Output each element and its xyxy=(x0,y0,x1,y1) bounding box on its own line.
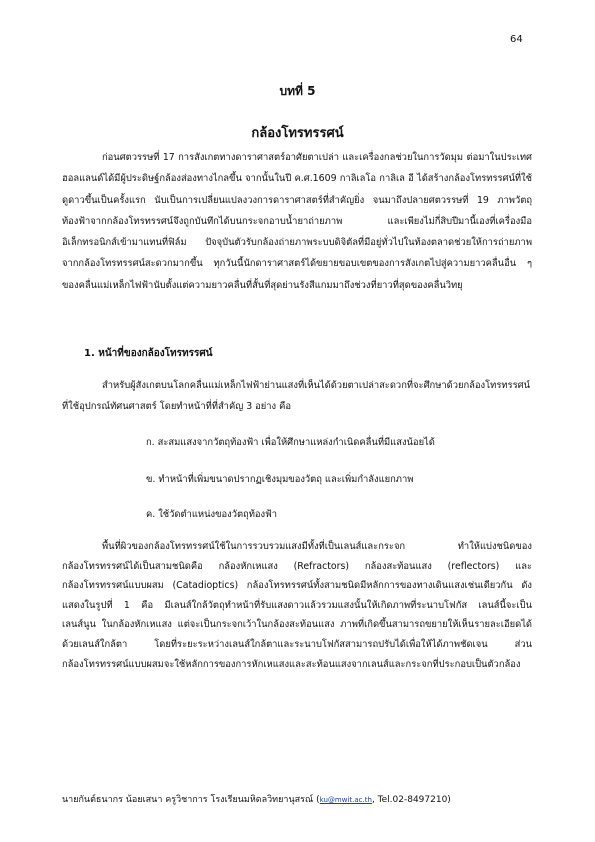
footer-email-link[interactable]: ku@mwit.ac.th xyxy=(319,796,372,804)
function-item-3: ค. ใช้วัดตำแหน่งของวัตถุท้องฟ้า xyxy=(146,509,278,520)
page-footer xyxy=(62,792,451,806)
page-number: 64 xyxy=(510,34,523,45)
telescope-types-paragraph: พื้นที่ผิวของกล้องโทรทรรศน์ใช้ในการรวบรวมแสงมีทั้งที่เป็นเลนส์และกระจก ทำให้แบ่งชนิดของกล้องโทรทรรศน์ได้เป็นสามชนิดคือ กล้องหักเหแสง (Refractors) กล้องสะท้อนแสง (reflectors) และกล้องโทรทรรศน์แบบผสม (Catadioptics) กล้องโทรทรรศน์ทั้งสามชนิดมีหลักการของทางเดินแสงเช่นเดียวกัน ดังแสดงในรูปที่ 1 คือ มีเลนส์ใกล้วัตถุทำหน้าที่รับแสงดาวแล้วรวมแสงนั้นให้เกิดภาพที่ระนาบโฟกัส เลนส์นี้จะเป็นเลนส์นูน ในกล้องหักเหแสง แต่จะเป็นกระจกเว้าในกล้องสะท้อนแสง ภาพที่เกิดขึ้นสามารถขยายให้เห็นรายละเอียดได้ด้วยเลนส์ใกล้ตา โดยที่ระยะระหว่างเลนส์ใกล้ตาและระนาบโฟกัสสามารถปรับได้เพื่อให้ได้ภาพชัดเจน ส่วนกล้องโทรทรรศน์แบบผสมจะใช้หลักการของการหักเหแสงและสะท้อนแสงจากเลนส์และกระจกที่ประกอบเป็นตัวกล้อง xyxy=(62,541,532,670)
function-item-1: ก. สะสมแสงจากวัตถุท้องฟ้า เพื่อให้ศึกษาแหล่งกำเนิดคลื่นที่มีแสงน้อยได้ xyxy=(146,437,435,448)
page-title: กล้องโทรทรรศน์ xyxy=(251,126,344,141)
intro-paragraph: ก่อนศตวรรษที่ 17 การสังเกตทางดาราศาสตร์อาศัยตาเปล่า และเครื่องกลช่วยในการวัดมุม ต่อมาในประเทศฮอลแลนด์ได้มีผู้ประดิษฐ์กล้องส่องทางไกลขึ้น จากนั้นในปี ค.ศ.1609 กาลิเลโอ กาลิเล อี ได้สร้างกล้องโทรทรรศน์ที่ใช้ดูดาวขึ้นเป็นครั้งแรก นับเป็นการเปลี่ยนแปลงวงการดาราศาสตร์ที่สำคัญยิ่ง จนมาถึงปลายศตวรรษที่ 19 ภาพวัตถุท้องฟ้าจากกล้องโทรทรรศน์จึงถูกบันทึกได้บนกระจกอาบน้ำยาถ่ายภาพ และเพียงไม่กี่สิบปีมานี้เองที่เครื่องมืออิเล็กทรอนิกส์เข้ามาแทนที่ฟิล์ม ปัจจุบันตัวรับกล้องถ่ายภาพระบบดิจิตัลที่มีอยู่ทั่วไปในท้องตลาดช่วยให้การถ่ายภาพจากกล้องโทรทรรศน์สะดวกมากขึ้น ทุกวันนี้นักดาราศาสตร์ได้ขยายขอบเขตของการสังเกตไปสู่ความยาวคลื่นอื่น ๆ ของคลื่นแม่เหล็กไฟฟ้านับตั้งแต่ความยาวคลื่นที่สั้นที่สุดย่านรังสีแกมมาถึงช่วงที่ยาวที่สุดของคลื่นวิทยุ xyxy=(62,152,532,291)
functions-paragraph: สำหรับผู้สังเกตบนโลกคลื่นแม่เหล็กไฟฟ้าย่านแสงที่เห็นได้ด้วยตาเปล่าสะดวกที่จะศึกษาด้วยกล้องโทรทรรศน์ที่ใช้อุปกรณ์ทัศนศาสตร์ โดยทำหน้าที่ที่สำคัญ 3 อย่าง คือ xyxy=(62,380,530,413)
section-heading: 1. หน้าที่ของกล้องโทรทรรศน์ xyxy=(84,348,213,359)
footer-author: นายกันต์ธนากร น้อยเสนา ครูวิชาการ โรงเรียนมหิดลวิทยานุสรณ์ ( xyxy=(62,795,320,805)
footer-telephone: , Tel.02-8497210) xyxy=(371,795,451,805)
function-item-2: ข. ทำหน้าที่เพิ่มขนาดปรากฏเชิงมุมของวัตถุ และเพิ่มกำลังแยกภาพ xyxy=(146,474,414,485)
chapter-heading: บทที่ 5 xyxy=(279,84,316,98)
